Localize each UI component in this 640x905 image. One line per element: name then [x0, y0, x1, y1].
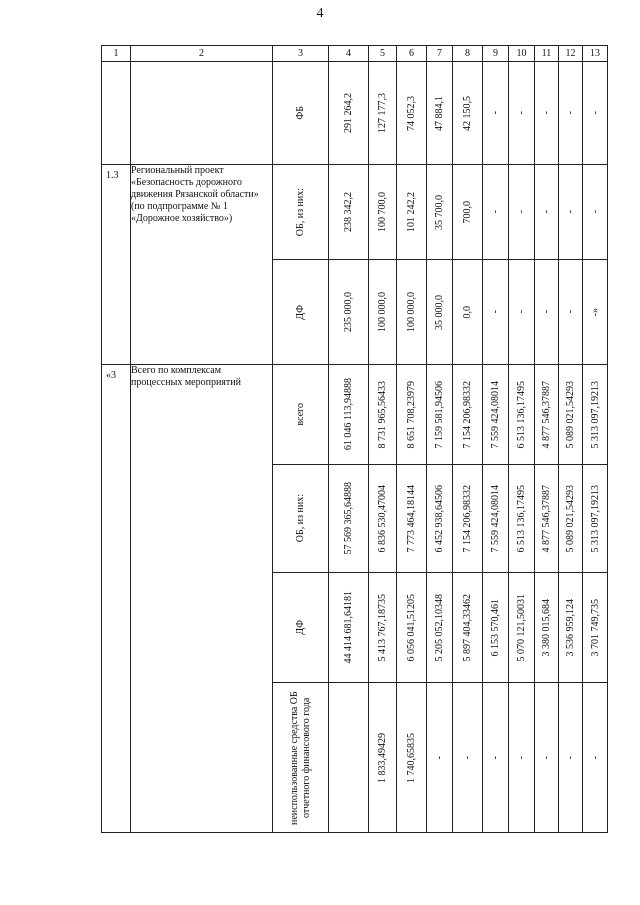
fb-value: 127 177,3 [377, 93, 388, 133]
ob-value: 7 154 206,98332 [462, 484, 473, 553]
col-number: 13 [583, 46, 608, 62]
data-table [101, 45, 608, 833]
df-value: 3 380 015,684 [541, 598, 552, 657]
df-value: 235 000,0 [343, 292, 354, 332]
df-value: -» [589, 307, 601, 317]
ob-value: - [490, 210, 501, 214]
df-value: 5 413 767,18735 [377, 593, 388, 662]
ob-value: 6 836 530,47004 [377, 484, 388, 553]
col-number: 9 [483, 46, 509, 62]
df-value: 5 070 121,50031 [516, 593, 527, 662]
df-value: 100 000,0 [406, 292, 417, 332]
total-value: 7 559 424,08014 [490, 380, 501, 449]
df-value: 44 414 681,64181 [343, 591, 354, 664]
df-value: 3 701 749,735 [589, 598, 601, 657]
row-code: «3 [102, 365, 131, 833]
column-numbers-row [102, 46, 608, 62]
col-number: 1 [102, 46, 131, 62]
fb-value: - [541, 111, 552, 115]
df-value: 0,0 [462, 305, 473, 319]
col-number: 2 [131, 46, 273, 62]
df-label: ДФ [295, 304, 306, 320]
unused-value: - [490, 755, 501, 760]
ob-value: - [565, 210, 576, 214]
total-value: 8 731 965,56433 [377, 380, 388, 449]
ob-value: 35 700,0 [434, 194, 445, 230]
ob-value: 6 452 938,64506 [434, 484, 445, 553]
col-number: 11 [535, 46, 559, 62]
row-code: 1.3 [102, 165, 131, 365]
col-number: 7 [427, 46, 453, 62]
fb-value: - [565, 111, 576, 115]
col-number: 5 [369, 46, 397, 62]
ob-value: 100 700,0 [377, 192, 388, 232]
unused-value: - [541, 755, 552, 760]
fb-value: 42 150,5 [462, 95, 473, 131]
df-value: 35 000,0 [434, 294, 445, 330]
ob-value: 238 342,2 [343, 192, 354, 232]
unused-value: - [462, 755, 473, 760]
fb-value: 74 052,3 [406, 95, 417, 131]
df-value: 100 000,0 [377, 292, 388, 332]
ob-value: 57 569 365,64888 [343, 482, 354, 555]
unused-value: 1 740,65835 [406, 732, 417, 783]
df-value: 5 897 404,33462 [462, 593, 473, 662]
ob-value: 6 513 136,17495 [516, 484, 527, 553]
total-value: 8 651 708,23979 [406, 380, 417, 449]
total-value: 7 154 206,98332 [462, 380, 473, 449]
df-value: 3 536 959,124 [565, 598, 576, 657]
df-value: 5 205 052,10348 [434, 593, 445, 662]
fb-value: 47 884,1 [434, 95, 445, 131]
empty-cell [102, 62, 131, 165]
ob-value: - [541, 210, 552, 214]
total-value: 4 877 546,37887 [541, 380, 552, 449]
ob-value: 5 313 097,19213 [589, 484, 601, 553]
df-label: ДФ [295, 620, 306, 635]
ob-value: - [589, 210, 601, 214]
total-value: 6 513 136,17495 [516, 380, 527, 449]
fb-row [102, 62, 608, 165]
block-3-title: Всего по комплексам процессных мероприятий [131, 365, 273, 833]
fb-value: - [490, 111, 501, 115]
df-value: - [516, 310, 527, 314]
col-number: 3 [273, 46, 329, 62]
df-value: 6 056 041,51205 [406, 593, 417, 662]
unused-label: неиспользованные средства ОБ отчетного финансового года [288, 690, 312, 825]
ob-value: 101 242,2 [406, 192, 417, 232]
df-value: - [490, 310, 501, 314]
unused-value: - [434, 755, 445, 760]
fb-value: - [516, 111, 527, 115]
project-1-3-ob-row [102, 165, 608, 260]
unused-value: 1 833,49429 [377, 732, 388, 783]
df-value: - [541, 310, 552, 314]
col-number: 8 [453, 46, 483, 62]
col-number: 4 [329, 46, 369, 62]
fb-label: ФБ [295, 106, 306, 120]
fb-value: - [589, 111, 601, 115]
total-value: 7 159 581,94506 [434, 380, 445, 449]
fb-value: 291 264,2 [343, 93, 354, 133]
df-value: - [565, 310, 576, 314]
total-value: 5 313 097,19213 [589, 380, 601, 449]
ob-value: 7 559 424,08014 [490, 484, 501, 553]
total-value: 5 089 021,54293 [565, 380, 576, 449]
unused-value: - [589, 755, 601, 760]
total-value: 61 046 113,94888 [343, 378, 354, 451]
ob-label: ОБ, из них: [295, 494, 306, 543]
col-number: 12 [559, 46, 583, 62]
col-number: 6 [397, 46, 427, 62]
ob-label: ОБ, из них: [295, 187, 306, 237]
unused-value: - [565, 755, 576, 760]
total-label: всего [295, 403, 306, 426]
ob-value: - [516, 210, 527, 214]
df-value: 6 153 570,461 [490, 598, 501, 657]
page-number: 4 [316, 6, 324, 21]
ob-value: 5 089 021,54293 [565, 484, 576, 553]
ob-value: 7 773 464,18144 [406, 484, 417, 553]
col-number: 10 [509, 46, 535, 62]
empty-cell [131, 62, 273, 165]
unused-value: - [516, 755, 527, 760]
ob-value: 4 877 546,37887 [541, 484, 552, 553]
project-title: Региональный проект «Безопасность дорожного движения Рязанской области» (по подпрограмме № 1 «Дорожное хозяйство») [131, 165, 273, 365]
ob-value: 700,0 [462, 200, 473, 224]
block-3-total-row [102, 365, 608, 465]
